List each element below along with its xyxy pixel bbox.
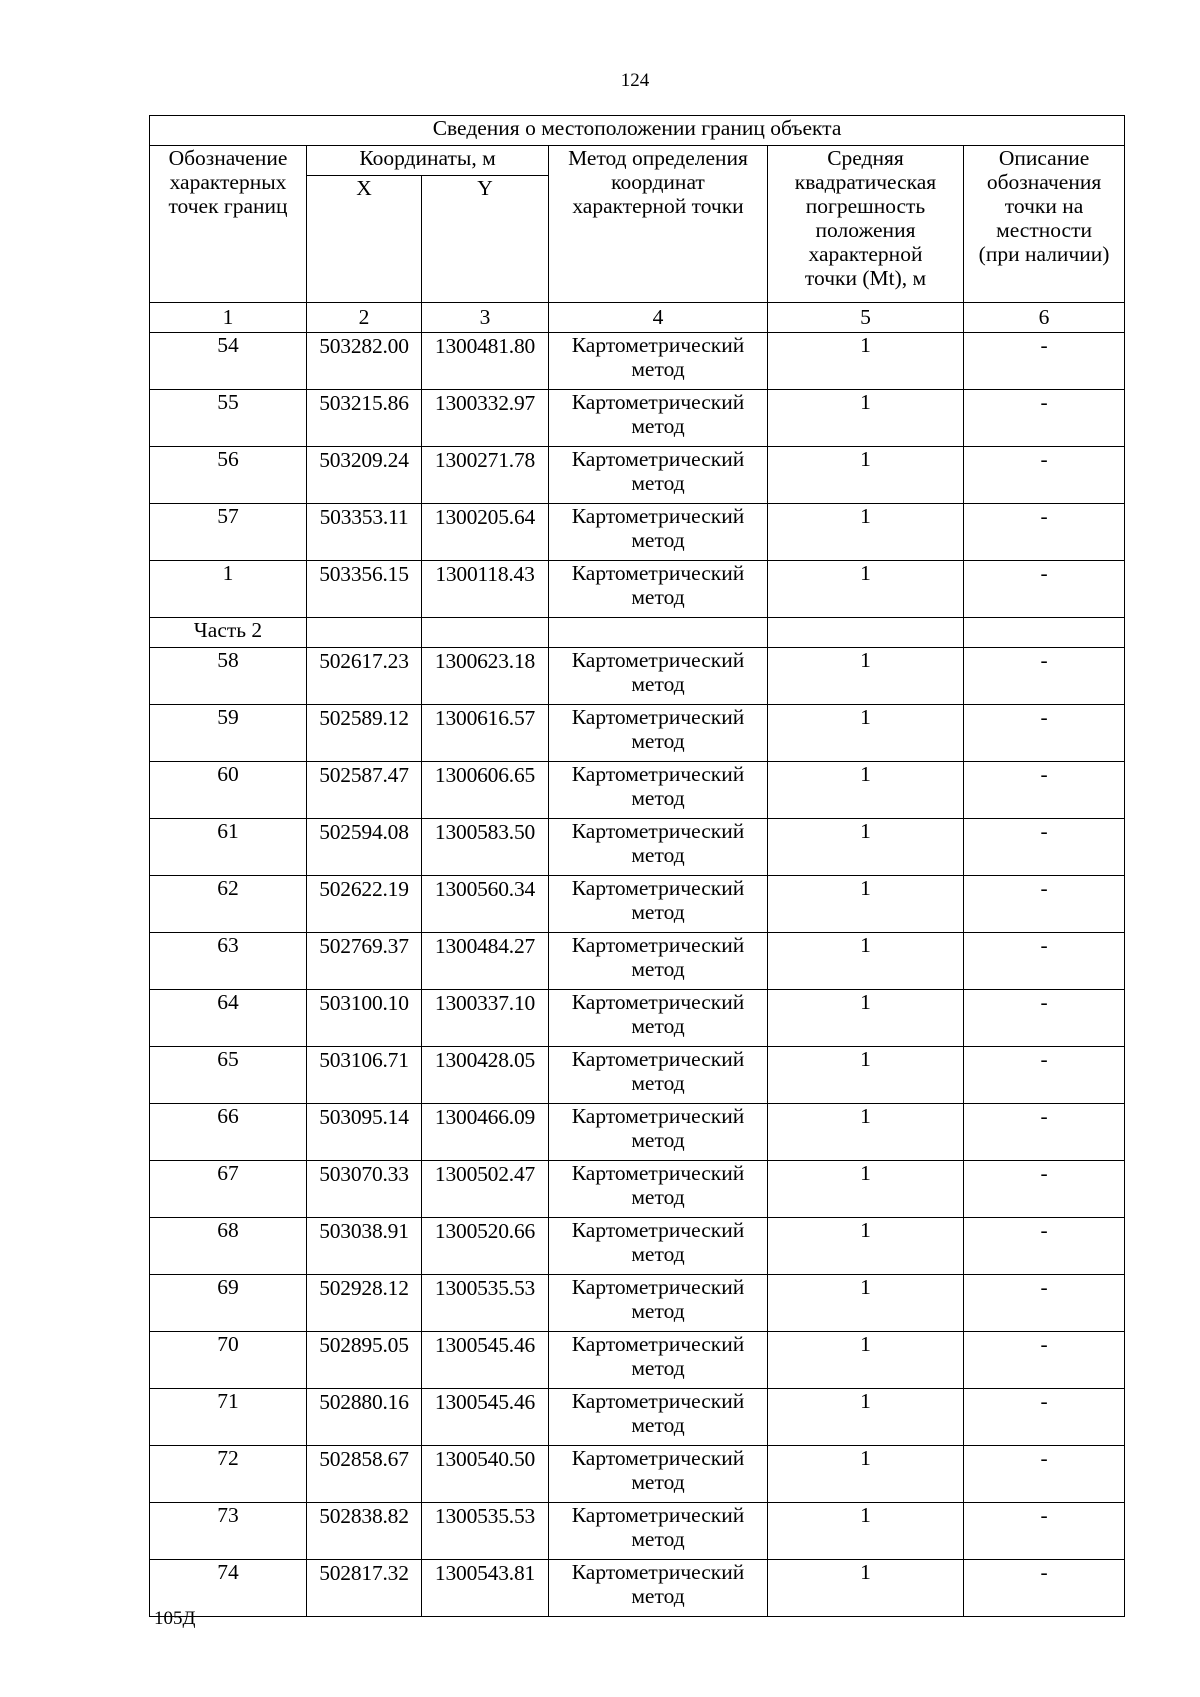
coord-x: 502895.05 [307,1332,422,1389]
coord-x: 502858.67 [307,1446,422,1503]
table-row [150,648,1125,705]
table-row [150,561,1125,618]
accuracy-value: 1 [768,876,964,933]
method-line: Картометрический [571,876,745,900]
method [549,990,768,1047]
coord-x: 502589.12 [307,705,422,762]
method-line: метод [631,471,685,495]
header-accuracy: Средняя квадратическая погрешность положения характерной точки (Mt), м [768,146,964,303]
method-line: Картометрический [571,705,745,729]
method [549,1332,768,1389]
accuracy-value: 1 [768,504,964,561]
coord-x: 503356.15 [307,561,422,618]
coord-y: 1300428.05 [422,1047,549,1104]
description-value: - [964,504,1125,561]
table-row [150,1104,1125,1161]
method-line: метод [631,528,685,552]
method-line: Картометрический [571,504,745,528]
coord-x: 502928.12 [307,1275,422,1332]
column-number: 4 [549,303,768,333]
coord-y: 1300337.10 [422,990,549,1047]
point-id: 58 [150,648,307,705]
method [549,933,768,990]
table-row [150,705,1125,762]
method-line: Картометрический [571,1446,745,1470]
method [549,705,768,762]
description-value: - [964,1560,1125,1617]
coord-y: 1300545.46 [422,1332,549,1389]
description-value: - [964,333,1125,390]
table-row [150,762,1125,819]
method [549,447,768,504]
method [549,561,768,618]
coord-y: 1300623.18 [422,648,549,705]
coord-x: 502880.16 [307,1389,422,1446]
description-value: - [964,1161,1125,1218]
empty-cell [307,618,422,648]
method [549,648,768,705]
coord-y: 1300540.50 [422,1446,549,1503]
method [549,1218,768,1275]
table-row [150,1275,1125,1332]
method-line: метод [631,1527,685,1551]
description-value: - [964,1389,1125,1446]
method [549,1389,768,1446]
accuracy-value: 1 [768,1218,964,1275]
coord-y: 1300484.27 [422,933,549,990]
empty-cell [768,618,964,648]
method-line: Картометрический [571,447,745,471]
coord-x: 503353.11 [307,504,422,561]
coord-x: 502594.08 [307,819,422,876]
point-id: 57 [150,504,307,561]
accuracy-value: 1 [768,933,964,990]
table-row [150,990,1125,1047]
point-id: 65 [150,1047,307,1104]
coord-x: 502617.23 [307,648,422,705]
method-line: метод [631,357,685,381]
method [549,1047,768,1104]
method-line: метод [631,1299,685,1323]
header-coords: Координаты, м [307,146,549,176]
method-line: Картометрический [571,390,745,414]
table-row [150,504,1125,561]
description-value: - [964,819,1125,876]
accuracy-value: 1 [768,705,964,762]
point-id: 71 [150,1389,307,1446]
coord-y: 1300332.97 [422,390,549,447]
description-value: - [964,762,1125,819]
method-line: Картометрический [571,333,745,357]
description-value: - [964,648,1125,705]
column-number: 3 [422,303,549,333]
header-row [150,146,1125,176]
accuracy-value: 1 [768,333,964,390]
part-row [150,618,1125,648]
method [549,390,768,447]
boundary-coordinates-table [149,115,1125,1617]
method-line: метод [631,1014,685,1038]
method-line: Картометрический [571,1104,745,1128]
accuracy-value: 1 [768,1275,964,1332]
method [549,1104,768,1161]
method-line: Картометрический [571,561,745,585]
table-row [150,1047,1125,1104]
coord-x: 502817.32 [307,1560,422,1617]
description-value: - [964,1104,1125,1161]
accuracy-value: 1 [768,1161,964,1218]
table-row [150,933,1125,990]
header-y: Y [422,176,549,303]
coord-y: 1300560.34 [422,876,549,933]
method-line: Картометрический [571,1218,745,1242]
coord-x: 502838.82 [307,1503,422,1560]
empty-cell [549,618,768,648]
coord-y: 1300481.80 [422,333,549,390]
table-row [150,1389,1125,1446]
method-line: метод [631,1584,685,1608]
method [549,1446,768,1503]
method-line: метод [631,843,685,867]
description-value: - [964,447,1125,504]
accuracy-value: 1 [768,447,964,504]
coord-y: 1300118.43 [422,561,549,618]
point-id: 73 [150,1503,307,1560]
table-row [150,1560,1125,1617]
method-line: метод [631,957,685,981]
method-line: Картометрический [571,1560,745,1584]
method [549,504,768,561]
method-line: метод [631,1128,685,1152]
method-line: Картометрический [571,1047,745,1071]
page-number: 124 [620,70,650,91]
accuracy-value: 1 [768,1332,964,1389]
coord-x: 503038.91 [307,1218,422,1275]
method [549,1503,768,1560]
method [549,1560,768,1617]
method-line: Картометрический [571,648,745,672]
accuracy-value: 1 [768,1560,964,1617]
accuracy-value: 1 [768,1503,964,1560]
method [549,762,768,819]
description-value: - [964,1218,1125,1275]
method-line: Картометрический [571,1161,745,1185]
header-point: Обозначение характерных точек границ [150,146,307,303]
column-number-row [150,303,1125,333]
header-method: Метод определения координат характерной точки [549,146,768,303]
coord-x: 503095.14 [307,1104,422,1161]
method-line: Картометрический [571,990,745,1014]
method-line: Картометрический [571,819,745,843]
method-line: метод [631,1242,685,1266]
description-value: - [964,1446,1125,1503]
empty-cell [964,618,1125,648]
coord-x: 503100.10 [307,990,422,1047]
accuracy-value: 1 [768,1047,964,1104]
table-row [150,390,1125,447]
method-line: Картометрический [571,762,745,786]
coord-x: 502769.37 [307,933,422,990]
accuracy-value: 1 [768,390,964,447]
point-id: 70 [150,1332,307,1389]
method-line: метод [631,672,685,696]
header-x: X [307,176,422,303]
header-description: Описание обозначения точки на местности (при наличии) [964,146,1125,303]
coord-y: 1300545.46 [422,1389,549,1446]
accuracy-value: 1 [768,819,964,876]
table-row [150,447,1125,504]
description-value: - [964,1332,1125,1389]
method-line: метод [631,786,685,810]
point-id: 59 [150,705,307,762]
method [549,819,768,876]
table-row [150,333,1125,390]
method-line: метод [631,729,685,753]
method-line: метод [631,585,685,609]
point-id: 69 [150,1275,307,1332]
point-id: 56 [150,447,307,504]
method-line: Картометрический [571,1332,745,1356]
description-value: - [964,390,1125,447]
method-line: Картометрический [571,933,745,957]
coord-x: 503215.86 [307,390,422,447]
table-row [150,1332,1125,1389]
description-value: - [964,705,1125,762]
coord-x: 502587.47 [307,762,422,819]
description-value: - [964,990,1125,1047]
method-line: метод [631,1470,685,1494]
column-number: 5 [768,303,964,333]
coord-y: 1300535.53 [422,1275,549,1332]
coord-x: 503070.33 [307,1161,422,1218]
empty-cell [422,618,549,648]
point-id: 1 [150,561,307,618]
point-id: 64 [150,990,307,1047]
coord-y: 1300606.65 [422,762,549,819]
table-row [150,1503,1125,1560]
description-value: - [964,1503,1125,1560]
point-id: 66 [150,1104,307,1161]
coord-y: 1300616.57 [422,705,549,762]
description-value: - [964,1275,1125,1332]
method [549,876,768,933]
method [549,1161,768,1218]
coord-y: 1300205.64 [422,504,549,561]
point-id: 72 [150,1446,307,1503]
coord-y: 1300583.50 [422,819,549,876]
accuracy-value: 1 [768,990,964,1047]
table-row [150,1446,1125,1503]
coord-y: 1300535.53 [422,1503,549,1560]
coord-y: 1300543.81 [422,1560,549,1617]
method [549,333,768,390]
column-number: 2 [307,303,422,333]
accuracy-value: 1 [768,1389,964,1446]
accuracy-value: 1 [768,762,964,819]
column-number: 1 [150,303,307,333]
method-line: Картометрический [571,1275,745,1299]
method-line: метод [631,1356,685,1380]
method-line: метод [631,1185,685,1209]
coord-y: 1300502.47 [422,1161,549,1218]
description-value: - [964,933,1125,990]
point-id: 61 [150,819,307,876]
part-label: Часть 2 [150,618,307,648]
table-row [150,819,1125,876]
coord-x: 502622.19 [307,876,422,933]
point-id: 54 [150,333,307,390]
description-value: - [964,561,1125,618]
description-value: - [964,876,1125,933]
accuracy-value: 1 [768,561,964,618]
table-row [150,876,1125,933]
point-id: 67 [150,1161,307,1218]
coord-x: 503209.24 [307,447,422,504]
table-title-row [150,116,1125,146]
method [549,1275,768,1332]
method-line: Картометрический [571,1503,745,1527]
table-row [150,1161,1125,1218]
column-number: 6 [964,303,1125,333]
table-title: Сведения о местоположении границ объекта [150,116,1125,146]
coord-y: 1300520.66 [422,1218,549,1275]
footer-code: 105Д [154,1608,196,1629]
coord-y: 1300271.78 [422,447,549,504]
method-line: метод [631,1071,685,1095]
accuracy-value: 1 [768,1104,964,1161]
point-id: 68 [150,1218,307,1275]
coord-y: 1300466.09 [422,1104,549,1161]
point-id: 63 [150,933,307,990]
accuracy-value: 1 [768,1446,964,1503]
method-line: метод [631,900,685,924]
coord-x: 503106.71 [307,1047,422,1104]
method-line: метод [631,1413,685,1437]
point-id: 74 [150,1560,307,1617]
point-id: 62 [150,876,307,933]
point-id: 60 [150,762,307,819]
accuracy-value: 1 [768,648,964,705]
table-row [150,1218,1125,1275]
point-id: 55 [150,390,307,447]
coord-x: 503282.00 [307,333,422,390]
method-line: метод [631,414,685,438]
method-line: Картометрический [571,1389,745,1413]
description-value: - [964,1047,1125,1104]
